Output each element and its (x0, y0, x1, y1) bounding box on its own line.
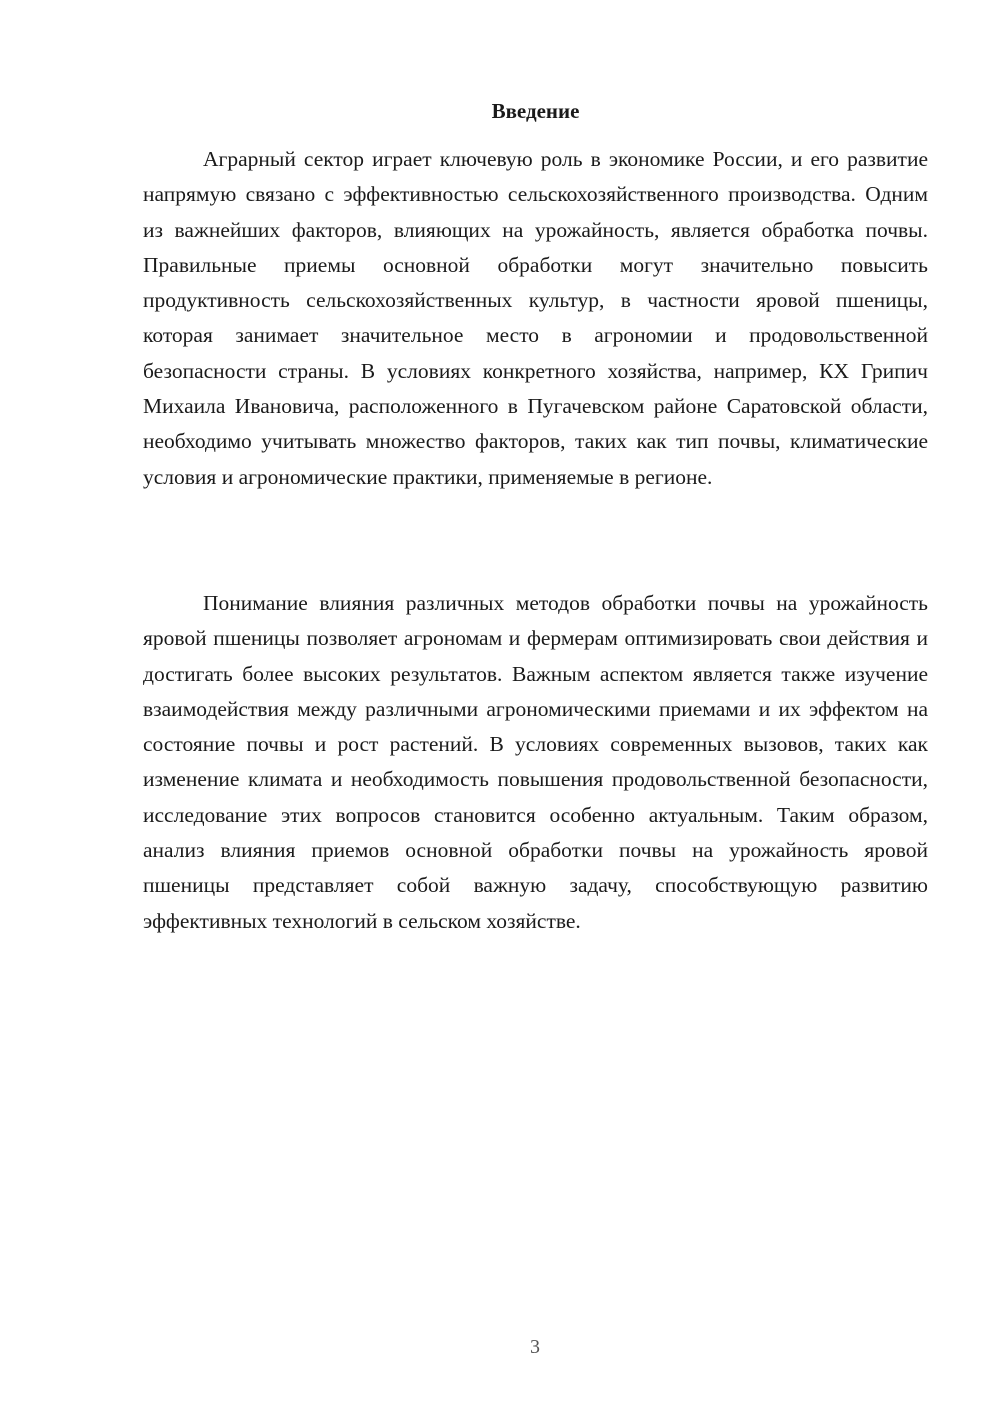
paragraph-relevance: Понимание влияния различных методов обработки почвы на урожайность яровой пшеницы позволяет агрономам и фермерам оптимизировать свои действия и достигать более высоких результатов. Важным аспектом является также изучение взаимодействия между различными агрономическими приемами и их эффектом на состояние почвы и рост растений. В условиях современных вызовов, таких как изменение климата и необходимость повышения продовольственной безопасности, исследование этих вопросов становится особенно актуальным. Таким образом, анализ влияния приемов основной обработки почвы на урожайность яровой пшеницы представляет собой важную задачу, способствующую развитию эффективных технологий в сельском хозяйстве. (143, 591, 928, 933)
paragraph-intro: Аграрный сектор играет ключевую роль в экономике России, и его развитие напрямую связано с эффективностью сельскохозяйственного производства. Одним из важнейших факторов, влияющих на урожайность, является обработка почвы. Правильные приемы основной обработки могут значительно повысить продуктивность сельскохозяйственных культур, в частности яровой пшеницы, которая занимает значительное место в агрономии и продовольственной безопасности страны. В условиях конкретного хозяйства, например, КХ Грипич Михаила Ивановича, расположенного в Пугачевском районе Саратовской области, необходимо учитывать множество факторов, таких как тип почвы, климатические условия и агрономические практики, применяемые в регионе. (143, 147, 928, 489)
page-number: 3 (530, 1336, 540, 1358)
section-heading: Введение (491, 99, 580, 123)
